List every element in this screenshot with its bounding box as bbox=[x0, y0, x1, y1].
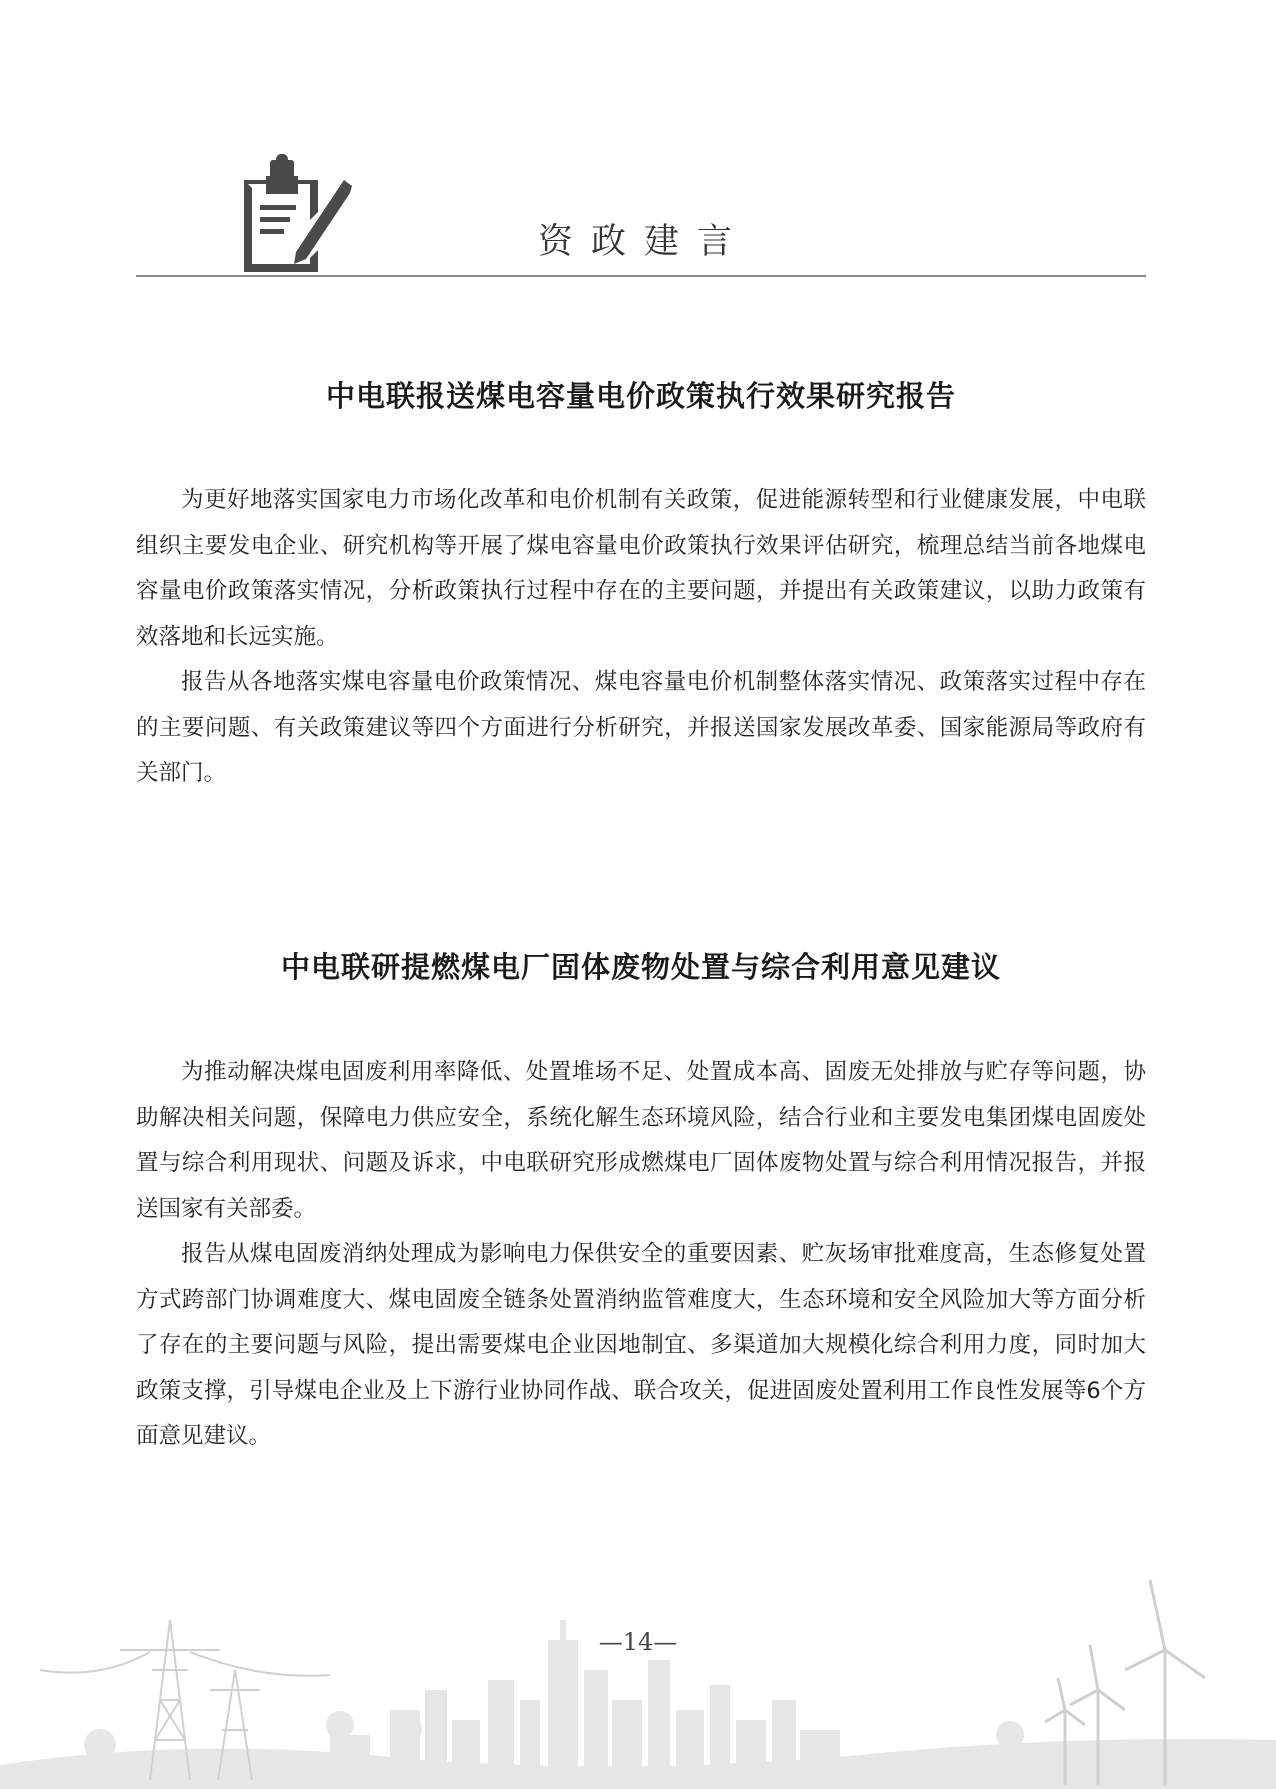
article-2-paragraph-1: 为推动解决煤电固废利用率降低、处置堆场不足、处置成本高、固废无处排放与贮存等问题，协助解决相关问题，保障电力供应安全，系统化解生态环境风险，结合行业和主要发电集团煤电固废处置与综合利用现状、问题及诉求，中电联研究形成燃煤电厂固体废物处置与综合利用情况报告，并报送国家有关部委。 bbox=[136, 1059, 1146, 1222]
article-1-paragraph-2: 报告从各地落实煤电容量电价政策情况、煤电容量电价机制整体落实情况、政策落实过程中存在的主要问题、有关政策建议等四个方面进行分析研究，并报送国家发展改革委、国家能源局等政府有关部门。 bbox=[136, 669, 1146, 786]
article-1-body bbox=[136, 478, 1146, 797]
article-2-title: 中电联研提燃煤电厂固体废物处置与综合利用意见建议 bbox=[280, 950, 1001, 984]
clipboard-pencil-icon bbox=[240, 150, 352, 275]
article-2-body bbox=[136, 1050, 1146, 1460]
page-number: —14— bbox=[598, 1628, 678, 1656]
article-1-paragraph-1: 为更好地落实国家电力市场化改革和电价机制有关政策，促进能源转型和行业健康发展，中电联组织主要发电企业、研究机构等开展了煤电容量电价政策执行效果评估研究，梳理总结当前各地煤电容量电价政策落实情况，分析政策执行过程中存在的主要问题，并提出有关政策建议，以助力政策有效落地和长远实施。 bbox=[136, 487, 1146, 650]
city-skyline-illustration bbox=[0, 1560, 1276, 1789]
article-1-title: 中电联报送煤电容量电价政策执行效果研究报告 bbox=[325, 379, 956, 413]
section-label: 资政建言 bbox=[538, 222, 751, 262]
header-divider bbox=[136, 275, 1146, 277]
article-2-paragraph-2: 报告从煤电固废消纳处理成为影响电力保供安全的重要因素、贮灰场审批难度高，生态修复处置方式跨部门协调难度大、煤电固废全链条处置消纳监管难度大，生态环境和安全风险加大等方面分析了存在的主要问题与风险，提出需要煤电企业因地制宜、多渠道加大规模化综合利用力度，同时加大政策支撑，引导煤电企业及上下游行业协同作战、联合攻关，促进固废处置利用工作良性发展等6个方面意见建议。 bbox=[136, 1241, 1146, 1449]
